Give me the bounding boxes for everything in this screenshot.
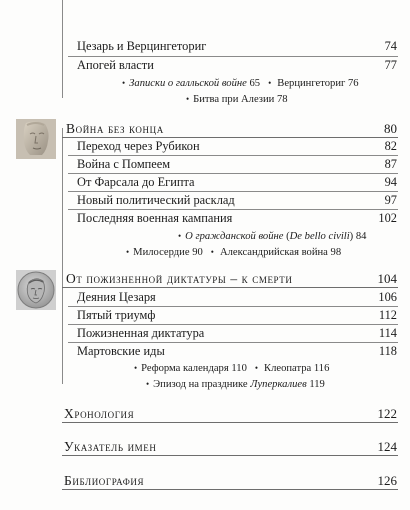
- section-chronology[interactable]: [64, 406, 397, 422]
- section-rule: [62, 287, 398, 288]
- toc-entry-label: Цезарь и Верцингеториг: [77, 39, 207, 53]
- toc-entry-label: Последняя военная кампания: [77, 211, 233, 225]
- feature-title[interactable]: О гражданской войне (De bello civili) 84: [185, 231, 367, 242]
- section-rule: [62, 455, 398, 456]
- feature-line: [146, 378, 325, 391]
- section-page: 122: [377, 406, 397, 421]
- toc-entry-page: 106: [378, 290, 397, 304]
- coin-portrait-icon: [16, 270, 56, 310]
- part1-left-border: [62, 0, 63, 98]
- toc-entry-page: 112: [378, 308, 397, 322]
- part3-left-border: [62, 278, 63, 384]
- feature-line: [126, 246, 341, 259]
- section-rule: [62, 489, 398, 490]
- feature-title[interactable]: Битва при Алезии 78: [193, 94, 288, 105]
- toc-entry-apogee[interactable]: [77, 58, 397, 72]
- section-title: Библиография: [64, 473, 145, 488]
- toc-entry-fifth-triumph[interactable]: [77, 308, 397, 322]
- toc-entry-label: Мартовские иды: [77, 344, 165, 358]
- section-war-without-end[interactable]: [66, 121, 397, 137]
- toc-entry-label: Пожизненная диктатура: [77, 326, 205, 340]
- toc-entry-page: 82: [384, 139, 397, 153]
- section-title: Война без конца: [66, 121, 164, 136]
- toc-entry-lifetime-dictatorship[interactable]: [77, 326, 397, 340]
- toc-entry-pharsalus-egypt[interactable]: [77, 175, 397, 189]
- bullet-icon: •: [254, 363, 259, 373]
- bullet-icon: •: [268, 78, 272, 88]
- section-page: 104: [377, 271, 397, 286]
- section-title: Хронология: [64, 406, 135, 421]
- toc-entry-new-political[interactable]: [77, 193, 397, 207]
- toc-entry-last-campaign[interactable]: [77, 211, 397, 225]
- section-page: 80: [384, 121, 397, 136]
- feature-title[interactable]: Эпизод на празднике Луперкалиев 119: [153, 379, 325, 390]
- bullet-icon: •: [126, 247, 130, 257]
- toc-entry-page: 77: [384, 58, 397, 72]
- divider: [68, 155, 398, 156]
- toc-entry-page: 118: [378, 344, 397, 358]
- section-page: 124: [377, 439, 397, 454]
- section-page: 126: [377, 473, 397, 488]
- toc-entry-label: От Фарсала до Египта: [77, 175, 195, 189]
- feature-title[interactable]: Верцингеториг 76: [277, 78, 359, 89]
- feature-line: [122, 77, 359, 90]
- feature-line: [186, 93, 288, 106]
- toc-entry-page: 87: [384, 157, 397, 171]
- part2-left-border: [62, 128, 63, 282]
- toc-entry-page: 114: [378, 326, 397, 340]
- toc-entry-label: Война с Помпеем: [77, 157, 171, 171]
- toc-entry-label: Переход через Рубикон: [77, 139, 200, 153]
- toc-entry-caesar-vercingetorix[interactable]: [77, 39, 397, 53]
- toc-entry-page: 94: [384, 175, 397, 189]
- feature-line: [178, 230, 366, 243]
- marble-bust-icon: [16, 119, 56, 159]
- toc-entry-page: 74: [384, 39, 397, 53]
- toc-entry-pompey-war[interactable]: [77, 157, 397, 171]
- bullet-icon: •: [210, 247, 214, 257]
- divider: [68, 173, 398, 174]
- section-name-index[interactable]: [64, 439, 397, 455]
- toc-entry-rubicon[interactable]: [77, 139, 397, 153]
- feature-title[interactable]: Александрийская война 98: [219, 247, 342, 258]
- section-rule: [62, 137, 398, 138]
- feature-title[interactable]: Реформа календаря 110: [141, 363, 247, 374]
- section-title: От пожизненной диктатуры – к смерти: [66, 271, 293, 286]
- toc-entry-page: 102: [378, 211, 397, 225]
- divider: [68, 191, 398, 192]
- divider: [68, 306, 398, 307]
- feature-title[interactable]: Записки о галльской войне 65: [129, 78, 261, 89]
- bullet-icon: •: [122, 78, 126, 88]
- bullet-icon: •: [146, 379, 150, 389]
- divider: [68, 342, 398, 343]
- section-rule: [62, 422, 398, 423]
- toc-entry-label: Новый политический расклад: [77, 193, 235, 207]
- feature-title[interactable]: Милосердие 90: [133, 247, 203, 258]
- toc-entry-label: Деяния Цезаря: [77, 290, 156, 304]
- divider: [68, 209, 398, 210]
- bullet-icon: •: [186, 94, 190, 104]
- toc-entry-ides-of-march[interactable]: [77, 344, 397, 358]
- toc-entry-deeds[interactable]: [77, 290, 397, 304]
- section-title: Указатель имен: [64, 439, 157, 454]
- toc-entry-label: Пятый триумф: [77, 308, 156, 322]
- feature-title[interactable]: Клеопатра 116: [264, 363, 330, 374]
- toc-entry-page: 97: [384, 193, 397, 207]
- toc-entry-label: Апогей власти: [77, 58, 154, 72]
- section-dictatorship-to-death[interactable]: [66, 271, 397, 287]
- bullet-icon: •: [134, 363, 138, 373]
- divider: [68, 56, 398, 57]
- feature-line: [134, 362, 329, 375]
- section-bibliography[interactable]: [64, 473, 397, 489]
- bullet-icon: •: [178, 231, 182, 241]
- divider: [68, 324, 398, 325]
